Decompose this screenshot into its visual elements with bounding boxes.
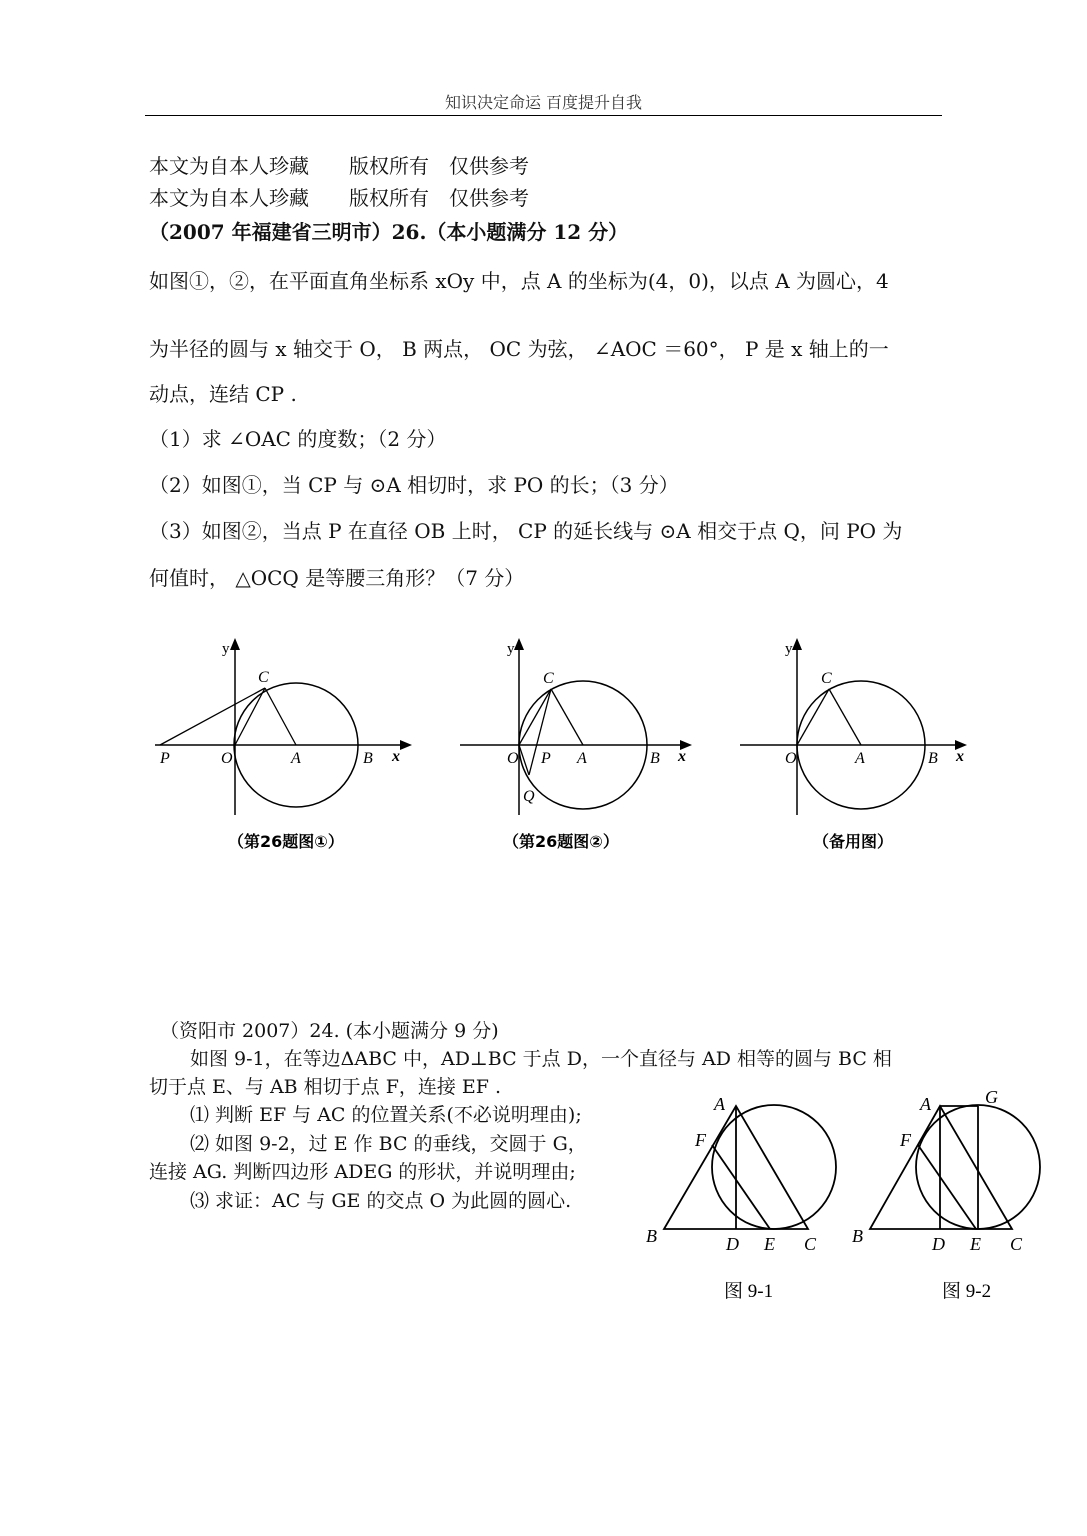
x-arrow-icon	[400, 740, 412, 750]
label-c: C	[1010, 1234, 1023, 1254]
label-b: B	[363, 750, 373, 767]
label-y: y	[507, 641, 515, 657]
problem2-line: 如图 9-1，在等边ΔABC 中，AD⊥BC 于点 D，一个直径与 AD 相等的圆与 BC 相	[190, 1048, 892, 1070]
segment-ef	[712, 1145, 770, 1229]
label-e: E	[764, 1234, 775, 1254]
figure-26-spare	[735, 635, 975, 865]
figure-caption: （备用图）	[813, 832, 894, 851]
segment-oc	[519, 689, 551, 745]
header-rule	[145, 115, 942, 116]
segment-ef	[918, 1145, 976, 1229]
label-b: B	[852, 1226, 863, 1246]
problem1-line: （2）如图①，当 CP 与 ⊙A 相切时，求 PO 的长；（3 分）	[149, 473, 679, 497]
label-y: y	[222, 641, 230, 657]
y-arrow-icon	[230, 638, 240, 650]
triangle-abc	[870, 1106, 1012, 1229]
label-q: Q	[523, 788, 535, 805]
problem2-line: ⑴ 判断 EF 与 AC 的位置关系(不必说明理由);	[190, 1104, 582, 1126]
figure-9-2	[848, 1090, 1058, 1310]
label-c: C	[543, 670, 554, 687]
label-y: y	[785, 641, 793, 657]
problem1-line: （3）如图②，当点 P 在直径 OB 上时， CP 的延长线与 ⊙A 相交于点 Q，问 PO 为	[149, 519, 903, 543]
page-header: 知识决定命运 百度提升自我	[444, 93, 643, 112]
label-b: B	[650, 750, 660, 767]
label-c: C	[804, 1234, 817, 1254]
label-x: x	[392, 748, 400, 765]
label-a: A	[577, 750, 587, 767]
label-x: x	[678, 748, 686, 765]
label-x: x	[956, 748, 964, 765]
label-o: O	[221, 750, 233, 767]
label-d: D	[932, 1234, 945, 1254]
segment-ac	[829, 689, 861, 745]
label-a: A	[714, 1094, 725, 1114]
figure-26-2	[455, 635, 700, 865]
y-arrow-icon	[792, 638, 802, 650]
figure-caption: 图 9-1	[724, 1281, 774, 1302]
figure-caption: （第26题图②）	[503, 832, 619, 851]
problem1-line: 何值时， △OCQ 是等腰三角形？（7 分）	[149, 566, 525, 590]
label-f: F	[900, 1130, 911, 1150]
label-a: A	[855, 750, 865, 767]
label-o: O	[507, 750, 519, 767]
problem2-line: 连接 AG. 判断四边形 ADEG 的形状，并说明理由;	[149, 1161, 576, 1183]
segment-oc	[797, 689, 829, 745]
segment-ac	[265, 688, 296, 745]
circle	[712, 1105, 836, 1229]
notice-line: 本文为自本人珍藏 版权所有 仅供参考	[149, 154, 529, 178]
label-a: A	[920, 1094, 931, 1114]
figure-9-1	[640, 1090, 850, 1310]
problem1-line: 如图①，②，在平面直角坐标系 xOy 中，点 A 的坐标为(4，0)，以点 A 为圆心，4	[149, 269, 889, 293]
y-arrow-icon	[514, 638, 524, 650]
figure-caption: （第26题图①）	[228, 832, 344, 851]
label-b: B	[928, 750, 938, 767]
figure-caption: 图 9-2	[942, 1281, 992, 1302]
problem1-line: （1）求 ∠OAC 的度数；（2 分）	[149, 427, 447, 451]
problem2-line: ⑶ 求证：AC 与 GE 的交点 O 为此圆的圆心.	[190, 1190, 572, 1212]
label-f: F	[695, 1130, 706, 1150]
problem2-heading: （资阳市 2007）24. (本小题满分 9 分)	[160, 1020, 499, 1042]
problem1-heading: （2007 年福建省三明市）26.（本小题满分 12 分）	[149, 220, 629, 244]
problem1-line: 为半径的圆与 x 轴交于 O， B 两点， OC 为弦， ∠AOC ＝60°， P 是 x 轴上的一	[149, 337, 889, 361]
label-p: P	[160, 750, 170, 767]
label-d: D	[726, 1234, 739, 1254]
label-p: P	[541, 750, 551, 767]
figure-26-1	[150, 635, 420, 865]
problem2-line: 切于点 E、与 AB 相切于点 F，连接 EF .	[149, 1076, 502, 1098]
segment-pc	[160, 688, 265, 745]
notice-line: 本文为自本人珍藏 版权所有 仅供参考	[149, 186, 529, 210]
label-o: O	[785, 750, 797, 767]
problem1-line: 动点，连结 CP .	[149, 382, 297, 406]
label-a: A	[291, 750, 301, 767]
segment-ac	[551, 689, 583, 745]
label-e: E	[970, 1234, 981, 1254]
problem2-line: ⑵ 如图 9-2，过 E 作 BC 的垂线，交圆于 G，	[190, 1133, 587, 1155]
label-c: C	[821, 670, 832, 687]
label-b: B	[646, 1226, 657, 1246]
label-g: G	[985, 1090, 998, 1107]
label-c: C	[258, 669, 269, 686]
